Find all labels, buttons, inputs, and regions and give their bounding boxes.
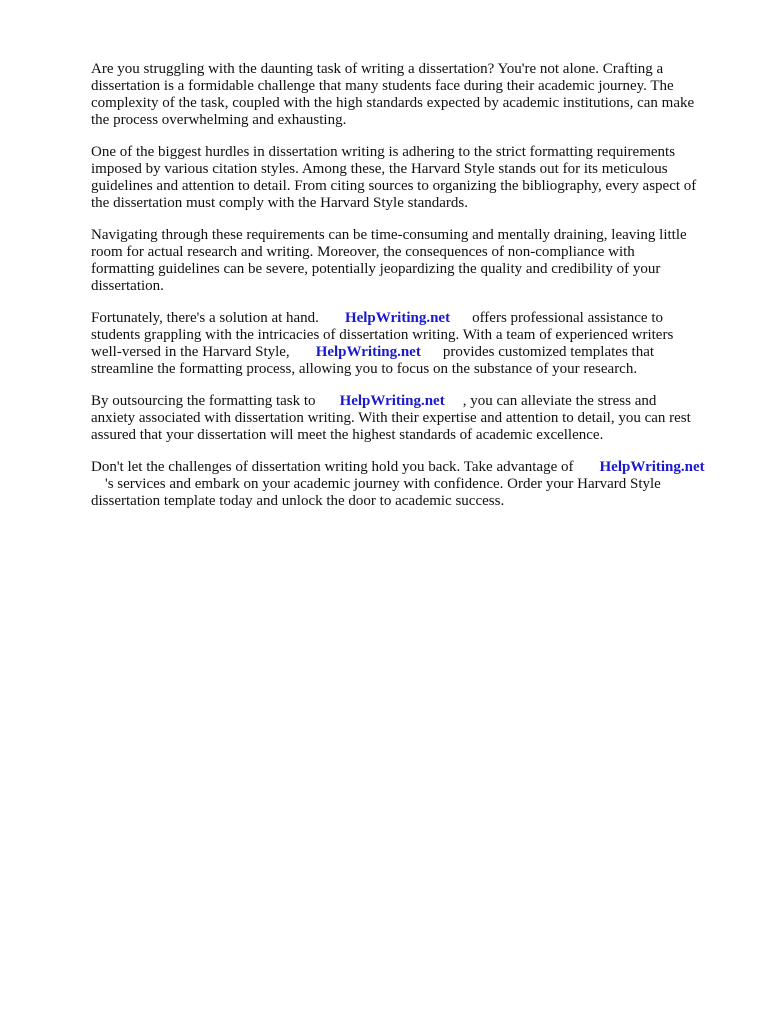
paragraph-solution-text-2: offers professional assistance to students grappling with the intricacies of dissertation writing. With a team of experienced writers well-versed in the Harvard Style,	[91, 310, 674, 360]
document-body	[91, 61, 731, 525]
paragraph-call-to-action	[91, 459, 731, 510]
paragraph-navigating-requirements: Navigating through these requirements can be time-consuming and mentally draining, leaving little room for actual research and writing. Moreover, the consequences of non-compliance with formatting guidelines can be severe, potentially jeopardizing the quality and credibility of your dissertation.	[91, 227, 687, 294]
paragraph-solution-text-1: Fortunately, there's a solution at hand.	[91, 310, 319, 326]
paragraph-formatting-hurdles: One of the biggest hurdles in dissertation writing is adhering to the strict formatting requirements imposed by various citation styles. Among these, the Harvard Style stands out for its meticulous guidelines and attention to detail. From citing sources to organizing the bibliography, every aspect of the dissertation must comply with the Harvard Style standards.	[91, 144, 697, 211]
helpwriting-link-2[interactable]: HelpWriting.net	[315, 344, 421, 360]
paragraph-cta-text-2: 's services and embark on your academic journey with confidence. Order your Harvard Style dissertation template today and unlock the door to academic success.	[91, 476, 661, 509]
helpwriting-link-3[interactable]: HelpWriting.net	[339, 393, 445, 409]
paragraph-intro: Are you struggling with the daunting task of writing a dissertation? You're not alone. Crafting a dissertation is a formidable challenge that many students face during their academic journey. The complexity of the task, coupled with the high standards expected by academic institutions, can make the process overwhelming and exhausting.	[91, 61, 695, 128]
paragraph-cta-text-1: Don't let the challenges of dissertation writing hold you back. Take advantage of	[91, 459, 574, 475]
paragraph-outsourcing	[91, 393, 731, 444]
paragraph-outsourcing-text-1: By outsourcing the formatting task to	[91, 393, 316, 409]
helpwriting-link-4[interactable]: HelpWriting.net	[599, 459, 705, 475]
paragraph-outsourcing-text-2: , you can alleviate the stress and anxiety associated with dissertation writing. With their expertise and attention to detail, you can rest assured that your dissertation will meet the highest standards of academic excellence.	[91, 393, 691, 443]
paragraph-solution	[91, 310, 731, 378]
helpwriting-link-1[interactable]: HelpWriting.net	[344, 310, 451, 326]
paragraph-solution-text-3: provides customized templates that streamline the formatting process, allowing you to focus on the substance of your research.	[91, 344, 655, 377]
